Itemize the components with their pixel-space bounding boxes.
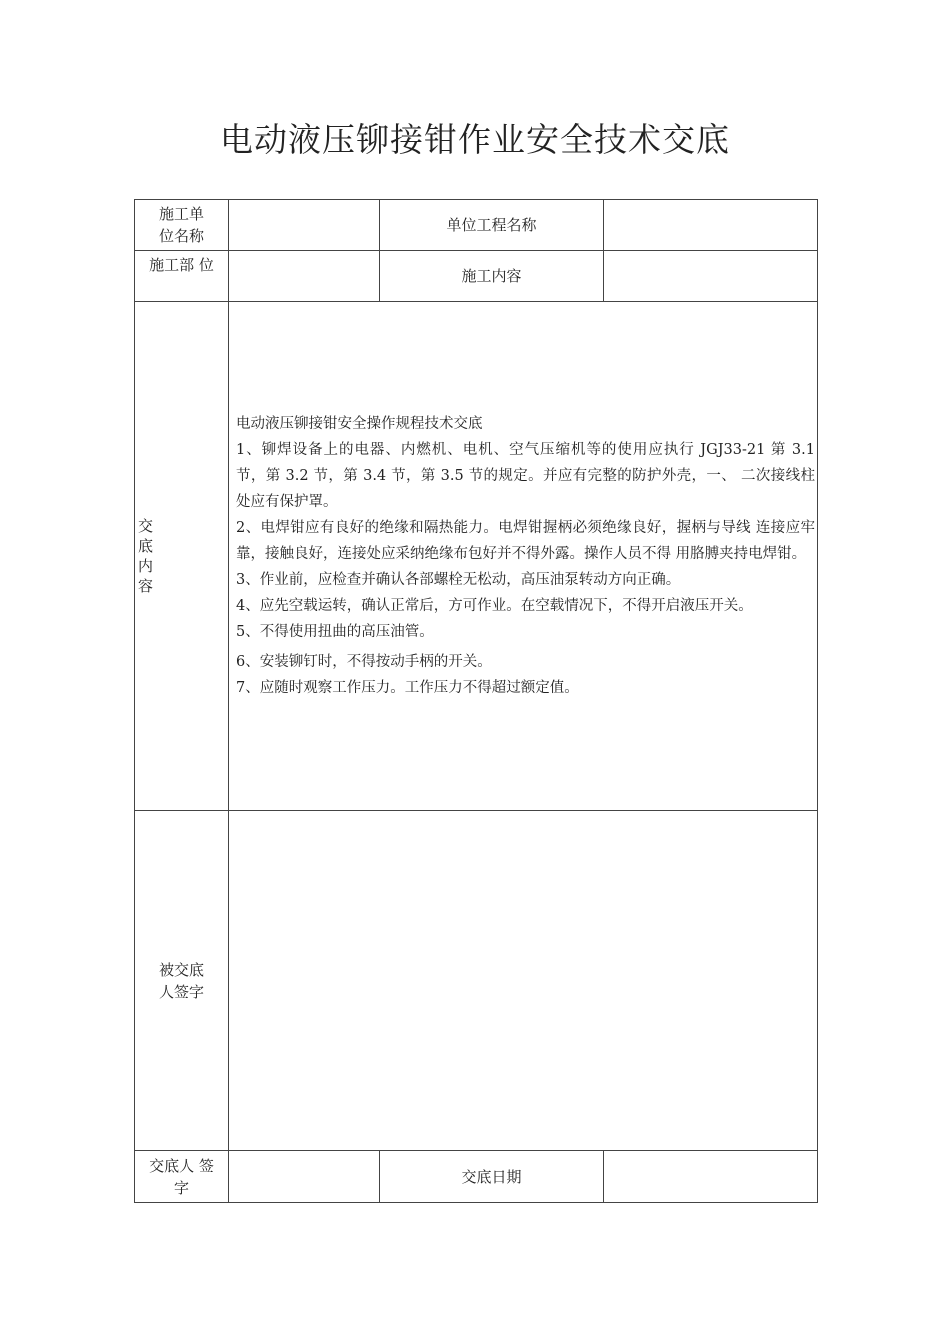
disclosure-item: 1、铆焊设备上的电器、内燃机、电机、空气压缩机等的使用应执行 JGJ33-21 第 3.1 节，第 3.2 节，第 3.4 节，第 3.5 节的规定。并应有完整的防护外壳，一、 二次接线柱处应有保护罩。 [236, 442, 815, 510]
disclosure-label-char: 底 [138, 537, 154, 555]
recipient-sign-area[interactable] [229, 811, 818, 1151]
document-title: 电动液压铆接钳作业安全技术交底 [220, 120, 730, 159]
unit-label-line2: 位名称 [158, 227, 204, 245]
work-content-value-cell[interactable] [604, 251, 818, 302]
disclosure-label-cell [135, 302, 229, 811]
form-row-recipient-sign [135, 811, 818, 1151]
recipient-sign-label-line1: 被交底 [158, 960, 204, 979]
recipient-sign-label-cell [135, 811, 229, 1151]
location-value-cell[interactable] [229, 251, 380, 302]
work-content-label: 施工内容 [380, 251, 604, 302]
form-row-disclosure [135, 302, 818, 811]
disclosure-heading: 电动液压铆接钳安全操作规程技术交底 [236, 416, 483, 432]
disclosure-item: 3、作业前，应检查并确认各部螺栓无松动，高压油泵转动方向正确。 [236, 572, 681, 588]
disclosure-date-label: 交底日期 [380, 1151, 604, 1203]
unit-value-cell[interactable] [229, 200, 380, 251]
disclosure-content-cell [229, 302, 818, 811]
form-row-location [135, 251, 818, 302]
disclosure-label-char: 内 [138, 557, 154, 575]
disclosure-form-table [134, 199, 818, 1203]
discloser-sign-label-line1: 交底人 签 [149, 1156, 214, 1175]
disclosure-item: 4、应先空载运转，确认正常后，方可作业。在空载情况下，不得开启液压开关。 [236, 598, 753, 614]
discloser-sign-label-line2: 字 [173, 1178, 189, 1197]
discloser-sign-label-cell [135, 1151, 229, 1203]
disclosure-item: 5、不得使用扭曲的高压油管。 [236, 624, 434, 640]
disclosure-item: 6、安装铆钉时，不得按动手柄的开关。 [236, 654, 492, 670]
discloser-sign-value-cell[interactable] [229, 1151, 380, 1203]
form-row-unit [135, 200, 818, 251]
disclosure-label-char: 交 [138, 517, 154, 535]
project-name-label: 单位工程名称 [380, 200, 604, 251]
disclosure-item: 7、应随时观察工作压力。工作压力不得超过额定值。 [236, 680, 579, 696]
disclosure-date-value-cell[interactable] [604, 1151, 818, 1203]
project-name-value-cell[interactable] [604, 200, 818, 251]
recipient-sign-label-line2: 人签字 [158, 982, 204, 1001]
disclosure-item: 2、电焊钳应有良好的绝缘和隔热能力。电焊钳握柄必须绝缘良好，握柄与导线 连接应牢靠，接触良好，连接处应采纳绝缘布包好并不得外露。操作人员不得 用胳膊夹持电焊钳。 [236, 520, 815, 562]
form-row-discloser-sign [135, 1151, 818, 1203]
unit-label-line1: 施工单 [158, 205, 204, 223]
location-label: 施工部 位 [135, 251, 229, 302]
disclosure-label-char: 容 [138, 577, 154, 595]
unit-label-cell [135, 200, 229, 251]
